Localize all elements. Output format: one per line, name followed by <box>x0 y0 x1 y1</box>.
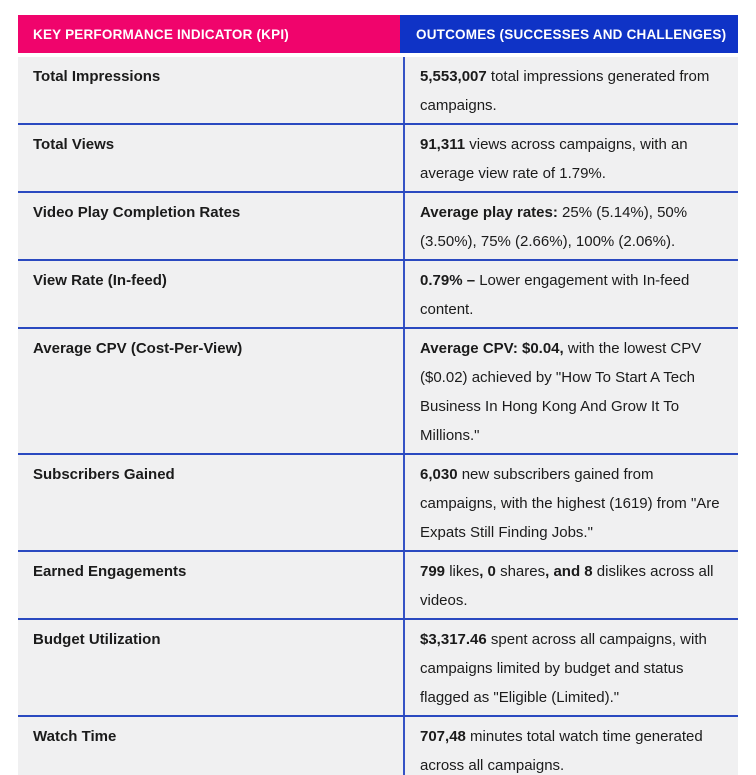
outcome-cell <box>403 261 738 327</box>
outcome-cell <box>403 620 738 715</box>
outcome-text-bold: , and 8 <box>545 563 593 580</box>
outcome-text-bold: 91,311 <box>420 136 466 153</box>
kpi-column-header-label: KEY PERFORMANCE INDICATOR (KPI) <box>33 26 289 42</box>
outcome-text-bold: $3,317.46 <box>420 631 487 648</box>
outcome-text: dislikes across all videos. <box>420 563 714 609</box>
outcome-text-bold: Average play rates: <box>420 204 558 221</box>
kpi-cell: Watch Time <box>33 728 117 745</box>
outcome-text: with the lowest CPV ($0.02) achieved by "How To Start A Tech Business In Hong Kong And Grow It To Millions." <box>420 340 702 444</box>
outcome-cell <box>403 57 738 123</box>
outcome-cell <box>403 329 738 453</box>
outcome-text: likes <box>445 563 480 580</box>
outcome-text: total impressions generated from campaigns. <box>420 68 710 114</box>
table-row <box>18 550 738 618</box>
outcomes-column-header <box>400 15 738 53</box>
table-header-row <box>18 15 738 53</box>
table-row <box>18 453 738 550</box>
outcomes-column-header-label: OUTCOMES (SUCCESSES AND CHALLENGES) <box>416 26 727 42</box>
outcome-cell <box>403 193 738 259</box>
outcome-cell <box>403 455 738 550</box>
kpi-outcomes-table <box>18 15 738 775</box>
kpi-cell: View Rate (In-feed) <box>33 272 167 289</box>
outcome-text: minutes total watch time generated across all campaigns. <box>420 728 703 774</box>
outcome-text-bold: 6,030 <box>420 466 458 483</box>
outcome-text: views across campaigns, with an average view rate of 1.79%. <box>420 136 688 182</box>
table-row <box>18 618 738 715</box>
outcome-text-bold: 0.79% – <box>420 272 476 289</box>
table-row <box>18 715 738 775</box>
outcome-text-bold: , 0 <box>479 563 496 580</box>
outcome-text: shares <box>495 563 546 580</box>
outcome-cell <box>403 552 738 618</box>
outcome-text: spent across all campaigns, with campaigns limited by budget and status flagged as "Eligible (Limited)." <box>420 631 707 706</box>
kpi-cell: Total Impressions <box>33 68 161 85</box>
kpi-column-header <box>18 15 400 53</box>
outcome-cell <box>403 125 738 191</box>
table-body <box>18 57 738 775</box>
table-row <box>18 327 738 453</box>
kpi-cell: Subscribers Gained <box>33 466 175 483</box>
kpi-cell: Average CPV (Cost-Per-View) <box>33 340 243 357</box>
outcome-text: Lower engagement with In-feed content. <box>420 272 690 318</box>
outcome-text-bold: Average CPV: $0.04, <box>420 340 564 357</box>
outcome-text-bold: 799 <box>420 563 446 580</box>
kpi-cell: Budget Utilization <box>33 631 161 648</box>
outcome-text-bold: 5,553,007 <box>420 68 487 85</box>
table-row <box>18 57 738 123</box>
kpi-cell: Total Views <box>33 136 115 153</box>
outcome-cell <box>403 717 738 775</box>
table-row <box>18 191 738 259</box>
table-row <box>18 123 738 191</box>
outcome-text: 25% (5.14%), 50% (3.50%), 75% (2.66%), 100% (2.06%). <box>420 204 688 250</box>
outcome-text: new subscribers gained from campaigns, with the highest (1619) from "Are Expats Still Finding Jobs." <box>420 466 720 541</box>
kpi-cell: Earned Engagements <box>33 563 187 580</box>
outcome-text-bold: 707,48 <box>420 728 466 745</box>
table-row <box>18 259 738 327</box>
kpi-cell: Video Play Completion Rates <box>33 204 241 221</box>
